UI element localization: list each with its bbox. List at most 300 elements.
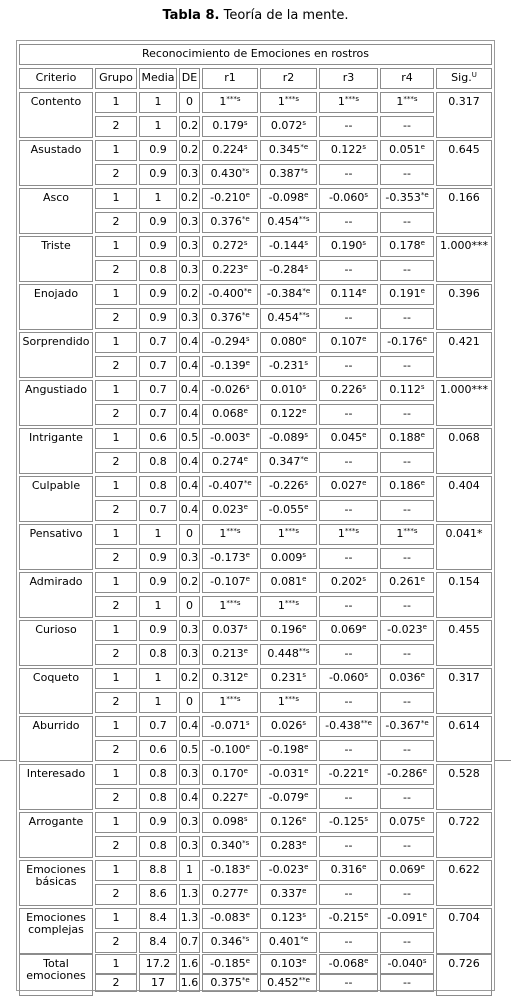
sig-cell [436,428,492,474]
media-cell [139,548,177,569]
sig-value: 0.396 [448,287,480,300]
grupo-value: 1 [112,767,120,780]
media-value: 8.6 [149,887,167,900]
correlation-value: -0.221 [328,767,365,780]
media-value: 1 [154,695,162,708]
correlation-value: -0.023 [268,863,305,876]
de-value: 0.3 [180,767,199,780]
criterio-cell [19,332,93,378]
correlation-value: 0.179 [212,119,244,132]
grupo-value: 1 [112,335,120,348]
correlation-superscript: ***s [226,527,241,535]
grupo-cell [95,380,137,401]
r3-cell [319,572,378,593]
de-value: 0.2 [180,143,199,156]
criterio-label: Angustiado [24,383,87,396]
sig-cell [436,284,492,330]
media-cell [139,788,177,809]
correlation-superscript: s [362,239,367,247]
media-value: 0.9 [149,239,167,252]
grupo-cell [95,932,137,953]
correlation-superscript: *e [300,935,309,943]
media-cell [139,212,177,233]
correlation-value: -- [344,359,353,372]
sig-cell [436,954,492,996]
correlation-value: 0.196 [270,623,303,636]
r3-cell [319,812,378,833]
correlation-value: -0.384 [266,287,303,300]
correlation-superscript: **e [298,976,310,984]
de-cell [179,548,200,569]
r1-cell [202,596,258,617]
column-header-grupo [95,68,137,89]
correlation-value: 0.227 [212,791,244,804]
correlation-superscript: e [422,623,427,631]
media-value: 8.4 [149,935,167,948]
grupo-cell [95,524,137,545]
r3-cell [319,236,378,257]
grupo-value: 1 [112,911,120,924]
page-divider [0,760,16,761]
correlation-superscript: e [364,911,369,919]
r2-cell [260,524,317,545]
correlation-value: -- [344,743,353,756]
correlation-value: 0.009 [270,551,303,564]
correlation-superscript: s [243,623,248,631]
correlation-superscript: s [302,719,307,727]
correlation-value: 0.312 [212,671,244,684]
r1-cell [202,356,258,377]
de-value: 0.4 [180,455,199,468]
r4-cell [380,620,434,641]
correlation-value: 1 [219,599,227,612]
de-value: 0.5 [180,431,199,444]
correlation-value: -0.060 [328,671,365,684]
correlation-value: 0.069 [330,623,363,636]
media-cell [139,812,177,833]
sig-value: 1.000*** [440,383,488,396]
de-value: 0.4 [180,791,199,804]
grupo-cell [95,356,137,377]
media-cell [139,260,177,281]
criterio-cell [19,236,93,282]
de-value: 0.3 [180,215,199,228]
correlation-value: -- [403,695,411,708]
correlation-value: -- [403,551,411,564]
media-value: 0.9 [149,815,167,828]
de-cell [179,356,200,377]
r4-cell [380,860,434,881]
grupo-cell [95,308,137,329]
criterio-label: Coqueto [32,671,80,684]
correlation-value: -0.198 [268,743,305,756]
r2-cell [260,92,317,113]
sig-value: 0.068 [448,431,480,444]
media-value: 0.8 [149,455,167,468]
correlation-value: 0.452 [267,976,299,989]
media-cell [139,596,177,617]
correlation-value: 1 [277,527,285,540]
correlation-superscript: e [364,957,369,965]
correlation-superscript: s [243,815,248,823]
r1-cell [202,524,258,545]
r4-cell [380,836,434,857]
grupo-cell [95,812,137,833]
grupo-value: 2 [112,695,120,708]
table-caption [0,8,511,23]
r3-cell [319,164,378,185]
de-value: 0.7 [180,935,199,948]
de-cell [179,620,200,641]
correlation-value: 0.069 [389,863,421,876]
correlation-superscript: s [304,359,309,367]
correlation-value: -- [344,839,353,852]
r3-cell [319,476,378,497]
r3-cell [319,140,378,161]
r3-cell [319,954,378,975]
correlation-value: 0.114 [330,287,363,300]
grupo-cell [95,188,137,209]
correlation-value: -0.023 [387,623,423,636]
correlation-value: -- [403,887,411,900]
sig-cell [436,380,492,426]
correlation-value: 0.122 [330,143,363,156]
correlation-superscript: **s [298,647,310,655]
correlation-superscript: e [420,143,425,151]
criterio-label: Aburrido [32,719,80,732]
r3-cell [319,284,378,305]
de-value: 0.5 [180,743,199,756]
de-value: 0 [186,599,193,612]
correlation-value: -0.071 [210,719,246,732]
page-divider [495,760,511,761]
r1-cell [202,932,258,953]
correlation-superscript: s [364,191,369,199]
de-value: 0.3 [180,263,199,276]
de-cell [179,860,200,881]
media-cell [139,908,177,929]
r2-cell [260,164,317,185]
grupo-value: 2 [112,359,120,372]
grupo-cell [95,788,137,809]
correlation-superscript: ***s [226,599,241,607]
correlation-value: 0.188 [389,431,421,444]
sig-cell [436,236,492,282]
media-value: 0.6 [149,743,167,756]
r2-cell [260,692,317,713]
correlation-superscript: e [362,335,367,343]
correlation-value: -0.098 [268,191,305,204]
r1-cell [202,164,258,185]
media-value: 0.6 [149,431,167,444]
correlation-value: -- [344,455,353,468]
grupo-value: 1 [112,957,120,970]
de-value: 0.4 [180,383,199,396]
r1-cell [202,476,258,497]
r3-cell [319,908,378,929]
correlation-superscript: s [422,957,427,965]
correlation-value: 0.027 [330,479,363,492]
de-value: 0.3 [180,839,199,852]
r2-cell [260,500,317,521]
correlation-superscript: s [304,479,309,487]
de-cell [179,524,200,545]
criterio-label: básicas [35,875,77,888]
media-value: 0.8 [149,839,167,852]
column-header-de [179,68,200,89]
grupo-value: 1 [112,95,120,108]
criterio-cell [19,954,93,996]
r4-cell [380,356,434,377]
correlation-superscript: e [243,671,248,679]
r2-cell [260,572,317,593]
correlation-value: 0.376 [210,215,242,228]
grupo-value: 1 [112,719,120,732]
criterio-label: Enojado [33,287,79,300]
correlation-value: 0.122 [270,407,303,420]
de-value: 0 [186,527,193,540]
grupo-cell [95,954,137,975]
sig-cell [436,524,492,570]
r2-cell [260,212,317,233]
r2-cell [260,668,317,689]
media-value: 0.9 [149,287,167,300]
correlation-value: -0.284 [268,263,305,276]
correlation-superscript: e [302,839,307,847]
correlation-value: -0.089 [268,431,305,444]
correlation-value: -0.060 [328,191,365,204]
r3-cell [319,116,378,137]
de-cell [179,884,200,905]
grupo-value: 2 [112,935,120,948]
media-cell [139,668,177,689]
r2-cell [260,764,317,785]
media-cell [139,764,177,785]
r4-cell [380,572,434,593]
correlation-superscript: e [302,957,307,965]
correlation-superscript: e [302,815,307,823]
r4-cell [380,140,434,161]
r1-cell [202,884,258,905]
de-value: 0.3 [180,239,199,252]
correlation-value: 0.178 [389,239,421,252]
de-cell [179,284,200,305]
media-cell [139,284,177,305]
media-value: 0.7 [149,359,167,372]
criterio-label: Culpable [31,479,81,492]
de-value: 0.3 [180,167,199,180]
media-value: 0.7 [149,407,167,420]
sig-value: 0.614 [448,719,480,732]
sig-cell [436,668,492,714]
de-value: 1.6 [180,976,199,989]
correlation-value: -0.031 [268,767,305,780]
grupo-value: 1 [112,431,120,444]
r4-cell [380,212,434,233]
correlation-value: -- [344,263,353,276]
correlation-superscript: e [420,287,425,295]
r2-cell [260,548,317,569]
r3-cell [319,692,378,713]
criterio-cell [19,572,93,618]
media-value: 0.7 [149,383,167,396]
media-value: 0.9 [149,143,167,156]
correlation-value: -- [344,503,353,516]
r2-cell [260,308,317,329]
correlation-superscript: **s [298,311,310,319]
r1-cell [202,236,258,257]
r1-cell [202,212,258,233]
sig-cell [436,764,492,810]
r1-cell [202,836,258,857]
r4-cell [380,116,434,137]
correlation-value: -0.139 [210,359,246,372]
correlation-superscript: s [304,431,309,439]
r4-cell [380,954,434,975]
r3-cell [319,260,378,281]
r3-cell [319,380,378,401]
correlation-value: 0.103 [270,957,303,970]
de-value: 0 [186,95,193,108]
grupo-value: 2 [112,551,120,564]
grupo-value: 2 [112,791,120,804]
media-value: 1 [154,599,162,612]
grupo-value: 2 [112,647,120,660]
de-cell [179,644,200,665]
correlation-value: -0.185 [210,957,246,970]
r3-cell [319,188,378,209]
grupo-value: 2 [112,215,120,228]
de-value: 0.3 [180,815,199,828]
correlation-value: 0.376 [210,311,242,324]
criterio-label: Total [43,957,69,970]
column-header-label: Sig. [451,71,472,84]
r3-cell [319,308,378,329]
grupo-value: 1 [112,815,120,828]
grupo-value: 1 [112,575,120,588]
correlation-superscript: *e [302,287,311,295]
grupo-cell [95,140,137,161]
criterio-label: Interesado [26,767,86,780]
r3-cell [319,92,378,113]
correlation-superscript: s [245,335,250,343]
r4-cell [380,716,434,737]
media-value: 1 [154,119,162,132]
correlation-superscript: e [302,335,307,343]
media-value: 0.8 [149,263,167,276]
de-cell [179,188,200,209]
r3-cell [319,404,378,425]
correlation-value: 0.026 [270,719,303,732]
de-cell [179,308,200,329]
correlation-superscript: e [302,575,307,583]
grupo-cell [95,836,137,857]
r2-cell [260,740,317,761]
sig-cell [436,620,492,666]
grupo-cell [95,973,137,992]
correlation-value: -0.215 [328,911,365,924]
correlation-superscript: **s [298,215,310,223]
correlation-value: -- [403,455,411,468]
correlation-superscript: e [420,479,425,487]
r1-cell [202,500,258,521]
grupo-value: 2 [112,407,120,420]
correlation-value: 0.202 [330,575,363,588]
media-cell [139,860,177,881]
correlation-value: -0.210 [210,191,246,204]
correlation-superscript: e [243,407,248,415]
media-value: 0.9 [149,311,167,324]
de-cell [179,452,200,473]
media-cell [139,140,177,161]
r3-cell [319,428,378,449]
r3-cell [319,740,378,761]
correlation-value: 1 [219,95,227,108]
criterio-cell [19,908,93,954]
correlation-value: -0.231 [268,359,305,372]
sig-cell [436,572,492,618]
correlation-superscript: *s [242,839,250,847]
media-cell [139,954,177,975]
media-value: 17.2 [145,957,171,970]
correlation-value: 0.010 [270,383,303,396]
r1-cell [202,908,258,929]
correlation-value: 0.316 [330,863,363,876]
grupo-cell [95,164,137,185]
table-title-text: Reconocimiento de Emociones en rostros [141,47,370,60]
correlation-value: 0.430 [210,167,243,180]
grupo-value: 2 [112,167,120,180]
r1-cell [202,740,258,761]
correlation-superscript: e [245,359,250,367]
r2-cell [260,596,317,617]
correlation-superscript: s [302,911,307,919]
correlation-superscript: *e [241,976,250,984]
criterio-cell [19,92,93,138]
correlation-superscript: e [245,191,250,199]
grupo-value: 2 [112,263,120,276]
correlation-superscript: e [364,767,369,775]
de-cell [179,428,200,449]
grupo-cell [95,860,137,881]
correlation-superscript: e [245,743,250,751]
correlation-value: 0.036 [389,671,421,684]
r4-cell [380,973,434,992]
correlation-value: 0.375 [210,976,242,989]
correlation-superscript: e [304,503,309,511]
correlation-value: -- [403,311,411,324]
correlation-value: -- [403,647,411,660]
r3-cell [319,620,378,641]
r4-cell [380,308,434,329]
grupo-cell [95,884,137,905]
de-cell [179,596,200,617]
correlation-value: 0.072 [270,119,303,132]
de-value: 1.3 [180,911,199,924]
de-cell [179,932,200,953]
criterio-cell [19,524,93,570]
de-cell [179,836,200,857]
r4-cell [380,524,434,545]
sig-value: 0.166 [448,191,480,204]
grupo-cell [95,908,137,929]
criterio-cell [19,812,93,858]
correlation-superscript: e [422,767,427,775]
column-header-label: r1 [224,71,236,84]
r1-cell [202,260,258,281]
correlation-value: 0.107 [330,335,363,348]
de-value: 0.2 [180,671,199,684]
